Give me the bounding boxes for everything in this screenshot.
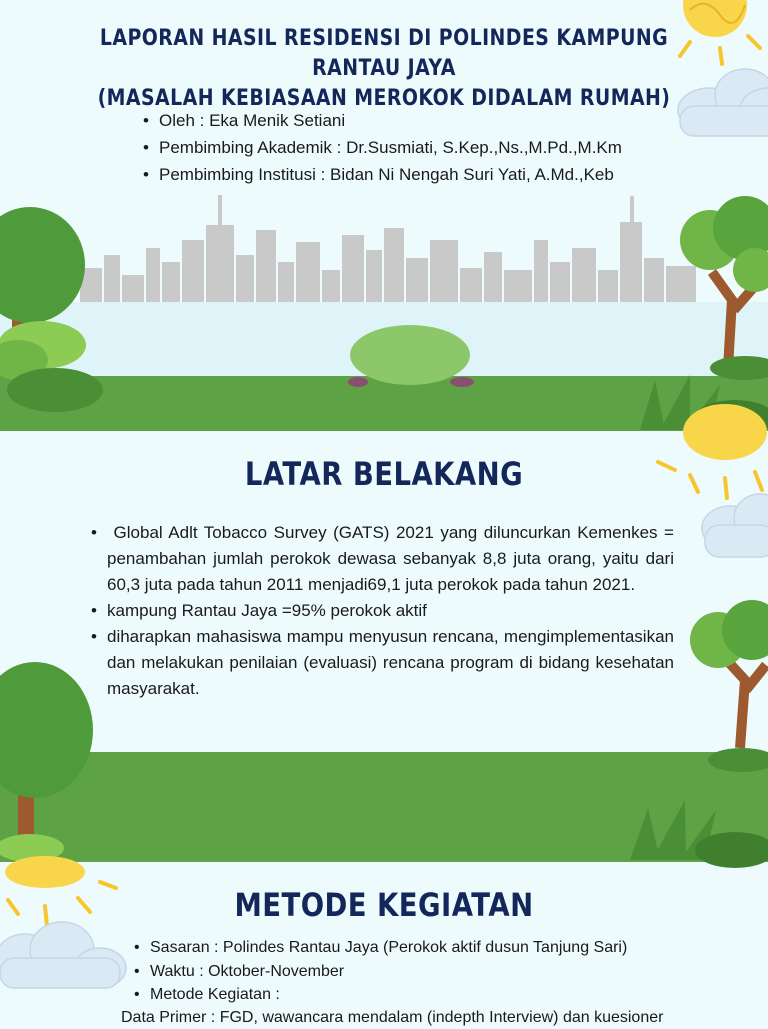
- tree-icon: [690, 600, 768, 772]
- list-item: • diharapkan mahasiswa mampu menyusun rencana, mengimplementasikan dan melakukan penilaian (evaluasi) rencana program di bidang kesehatan masyarakat.: [107, 624, 674, 702]
- list-item: • Sasaran : Polindes Rantau Jaya (Perokok aktif dusun Tanjung Sari): [150, 936, 627, 960]
- academic-advisor-item: • Pembimbing Akademik : Dr.Susmiati, S.Kep.,Ns.,M.Pd.,M.Km: [159, 134, 622, 161]
- section-heading-latar-belakang: LATAR BELAKANG: [244, 455, 524, 493]
- list-item: • Waktu : Oktober-November: [150, 960, 627, 984]
- city-skyline: [80, 195, 696, 302]
- author-item: • Oleh : Eka Menik Setiani: [159, 107, 622, 134]
- cloud-icon: [702, 494, 768, 557]
- list-item: • Metode Kegiatan :: [150, 983, 627, 1007]
- cloud-icon: [0, 922, 126, 988]
- data-primer-text: Data Primer : FGD, wawancara mendalam (indepth Interview) dan kuesioner: [121, 1009, 664, 1026]
- title-line-2: (MASALAH KEBIASAAN MEROKOK DIDALAM RUMAH): [97, 86, 671, 111]
- author-info-list: [159, 107, 622, 188]
- section-heading-metode-kegiatan: METODE KEGIATAN: [234, 886, 534, 924]
- page-title: [54, 24, 714, 114]
- list-item: • kampung Rantau Jaya =95% perokok aktif: [107, 598, 674, 624]
- list-item: • Global Adlt Tobacco Survey (GATS) 2021 yang diluncurkan Kemenkes = penambahan jumlah perokok dewasa sebanyak 8,8 juta orang, yaitu dari 60,3 juta pada tahun 2011 menjadi69,1 juta perokok pada tahun 2021.: [107, 520, 674, 598]
- latar-belakang-list: [107, 520, 674, 702]
- metode-list: [150, 936, 627, 1007]
- institution-advisor-item: • Pembimbing Institusi : Bidan Ni Nengah Suri Yati, A.Md.,Keb: [159, 161, 622, 188]
- title-line-1: LAPORAN HASIL RESIDENSI DI POLINDES KAMPUNG RANTAU JAYA: [99, 26, 669, 81]
